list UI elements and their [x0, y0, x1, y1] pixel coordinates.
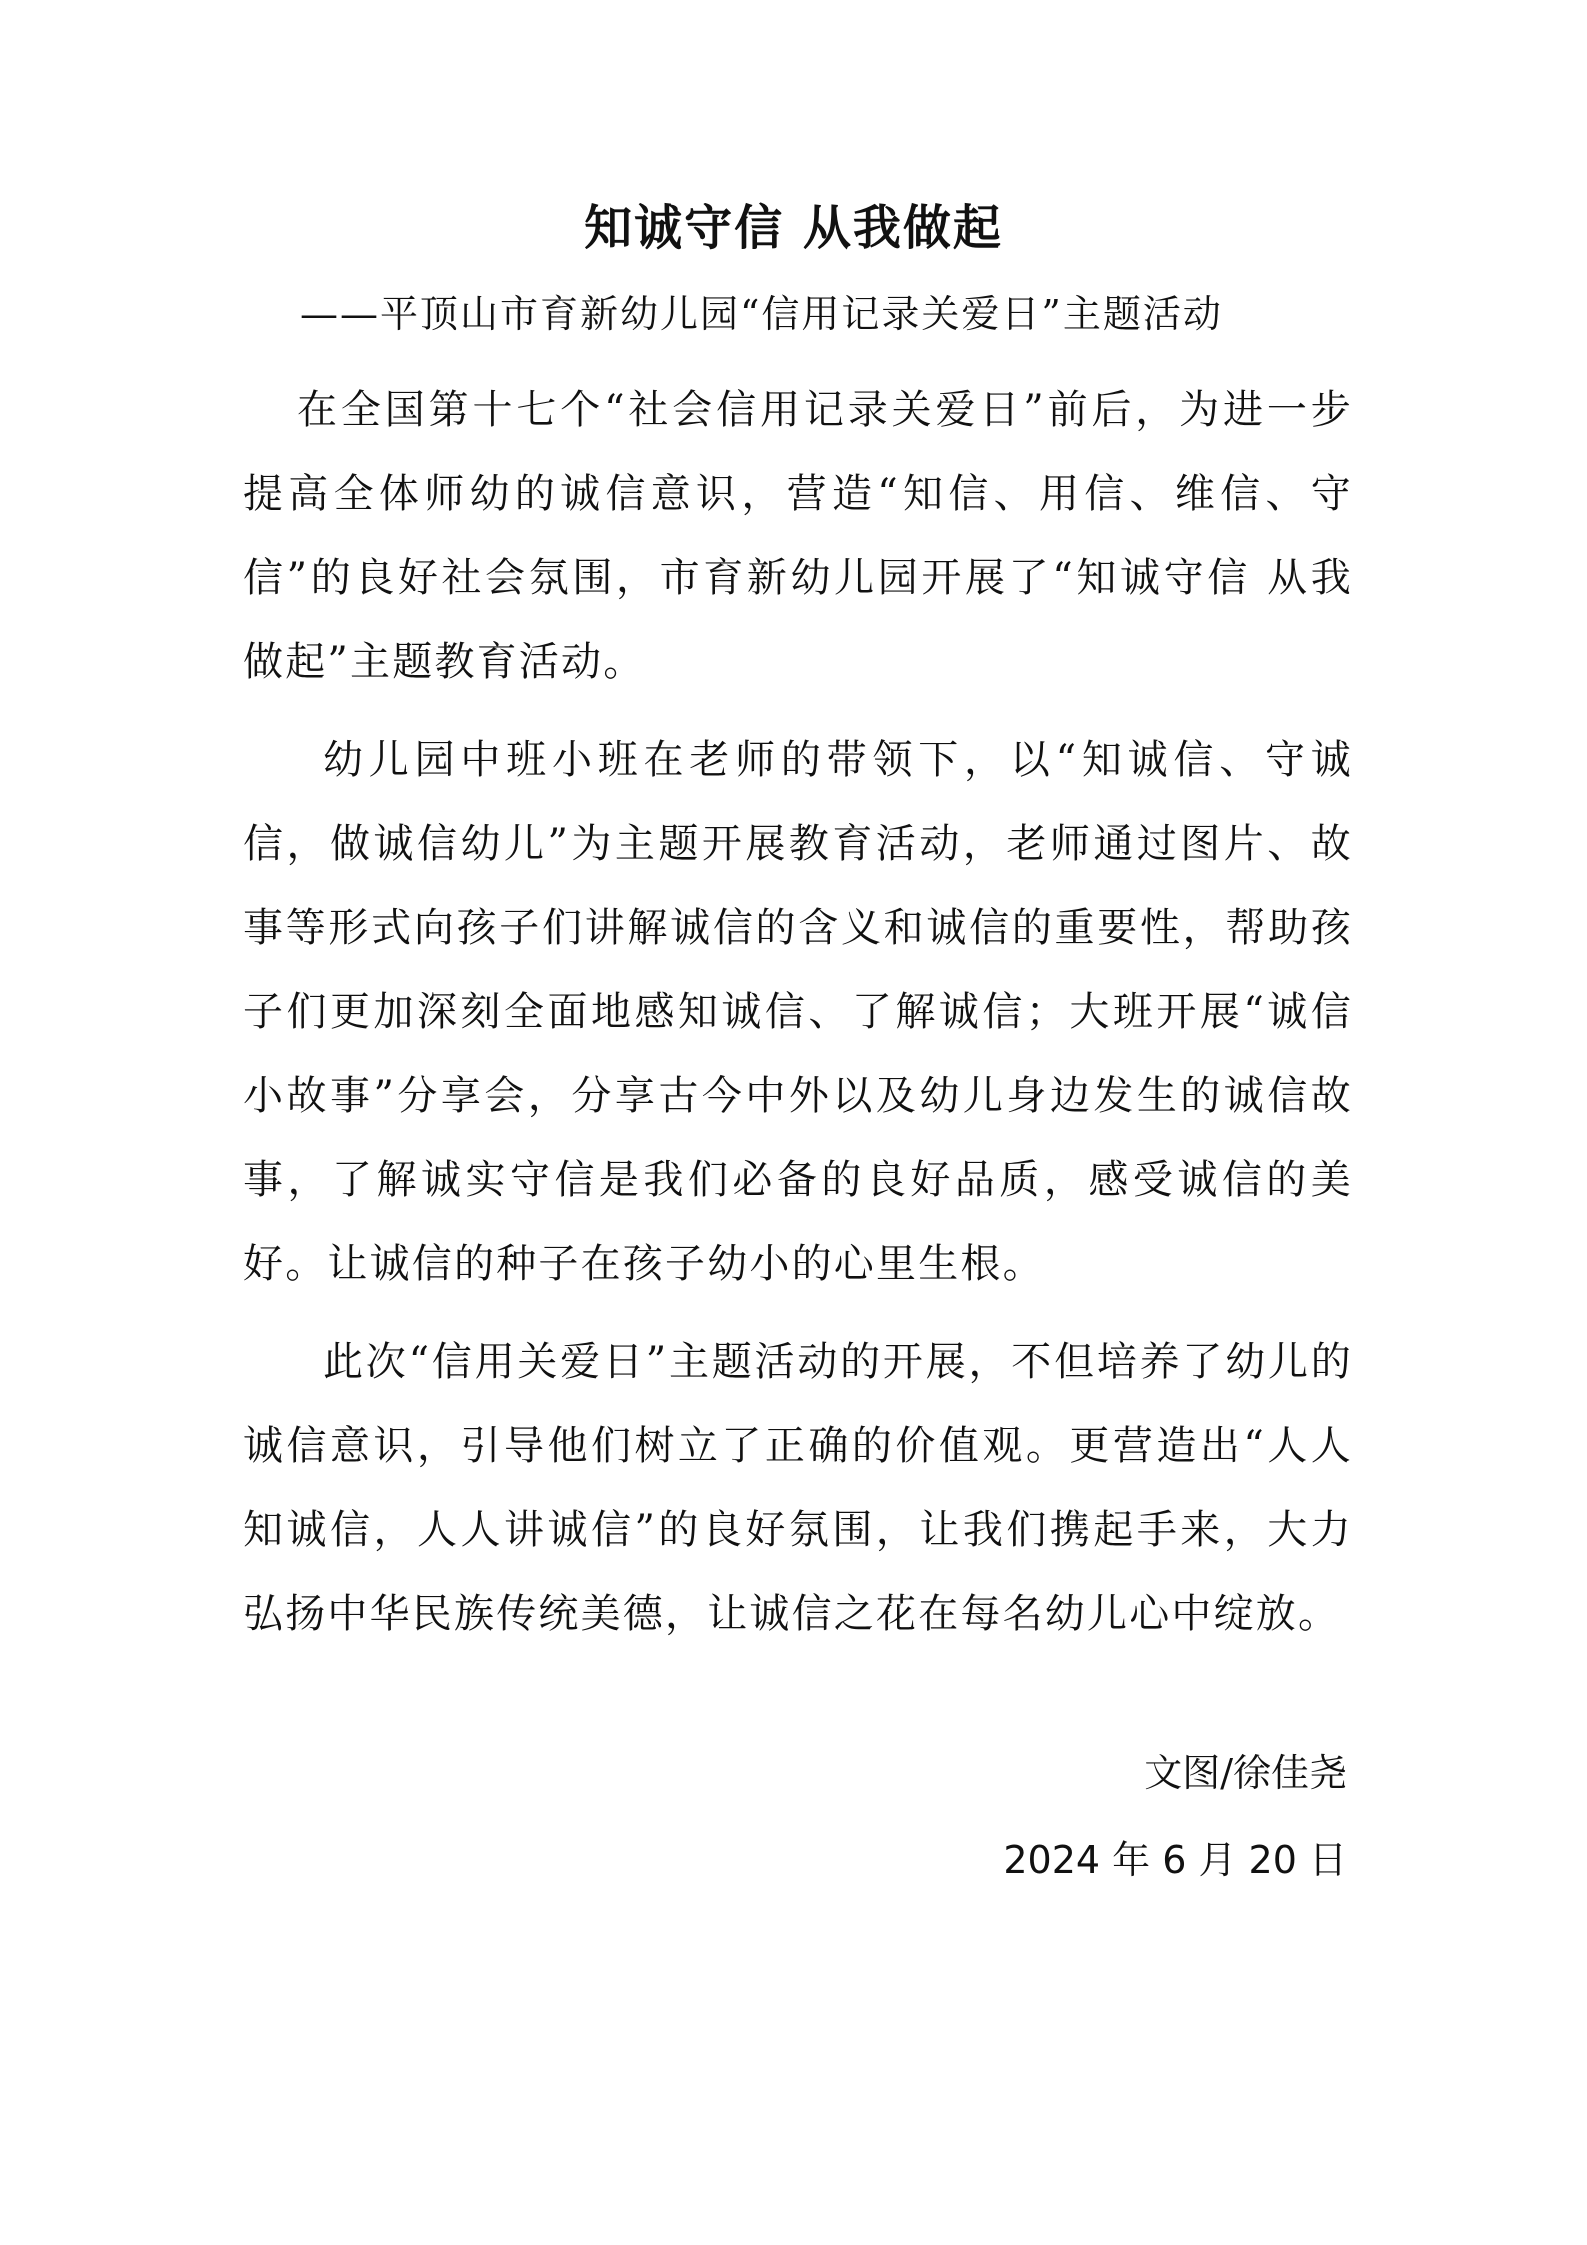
paragraph-2: 幼儿园中班小班在老师的带领下，以“知诚信、守诚信，做诚信幼儿”为主题开展教育活动，老师通过图片、故事等形式向孩子们讲解诚信的含义和诚信的重要性，帮助孩子们更加深刻全面地感知诚信、了解诚信；大班开展“诚信小故事”分享会，分享古今中外以及幼儿身边发生的诚信故事，了解诚实守信是我们必备的良好品质，感受诚信的美好。让诚信的种子在孩子幼小的心里生根。: [243, 737, 1353, 1287]
paragraph-1: 在全国第十七个“社会信用记录关爱日”前后，为进一步提高全体师幼的诚信意识，营造“知信、用信、维信、守信”的良好社会氛围，市育新幼儿园开展了“知诚守信 从我做起”主题教育活动。: [243, 387, 1353, 685]
document-subtitle: ——平顶山市育新幼儿园“信用记录关爱日”主题活动: [300, 292, 1223, 336]
document-body: [243, 368, 1353, 1664]
paragraph-3: 此次“信用关爱日”主题活动的开展，不但培养了幼儿的诚信意识，引导他们树立了正确的价值观。更营造出“人人知诚信，人人讲诚信”的良好氛围，让我们携起手来，大力弘扬中华民族传统美德，让诚信之花在每名幼儿心中绽放。: [243, 1339, 1353, 1637]
author-credit: 文图/徐佳尧: [1144, 1751, 1347, 1795]
document-title: 知诚守信 从我做起: [584, 200, 1003, 256]
publish-date: 2024 年 6 月 20 日: [1003, 1838, 1347, 1882]
